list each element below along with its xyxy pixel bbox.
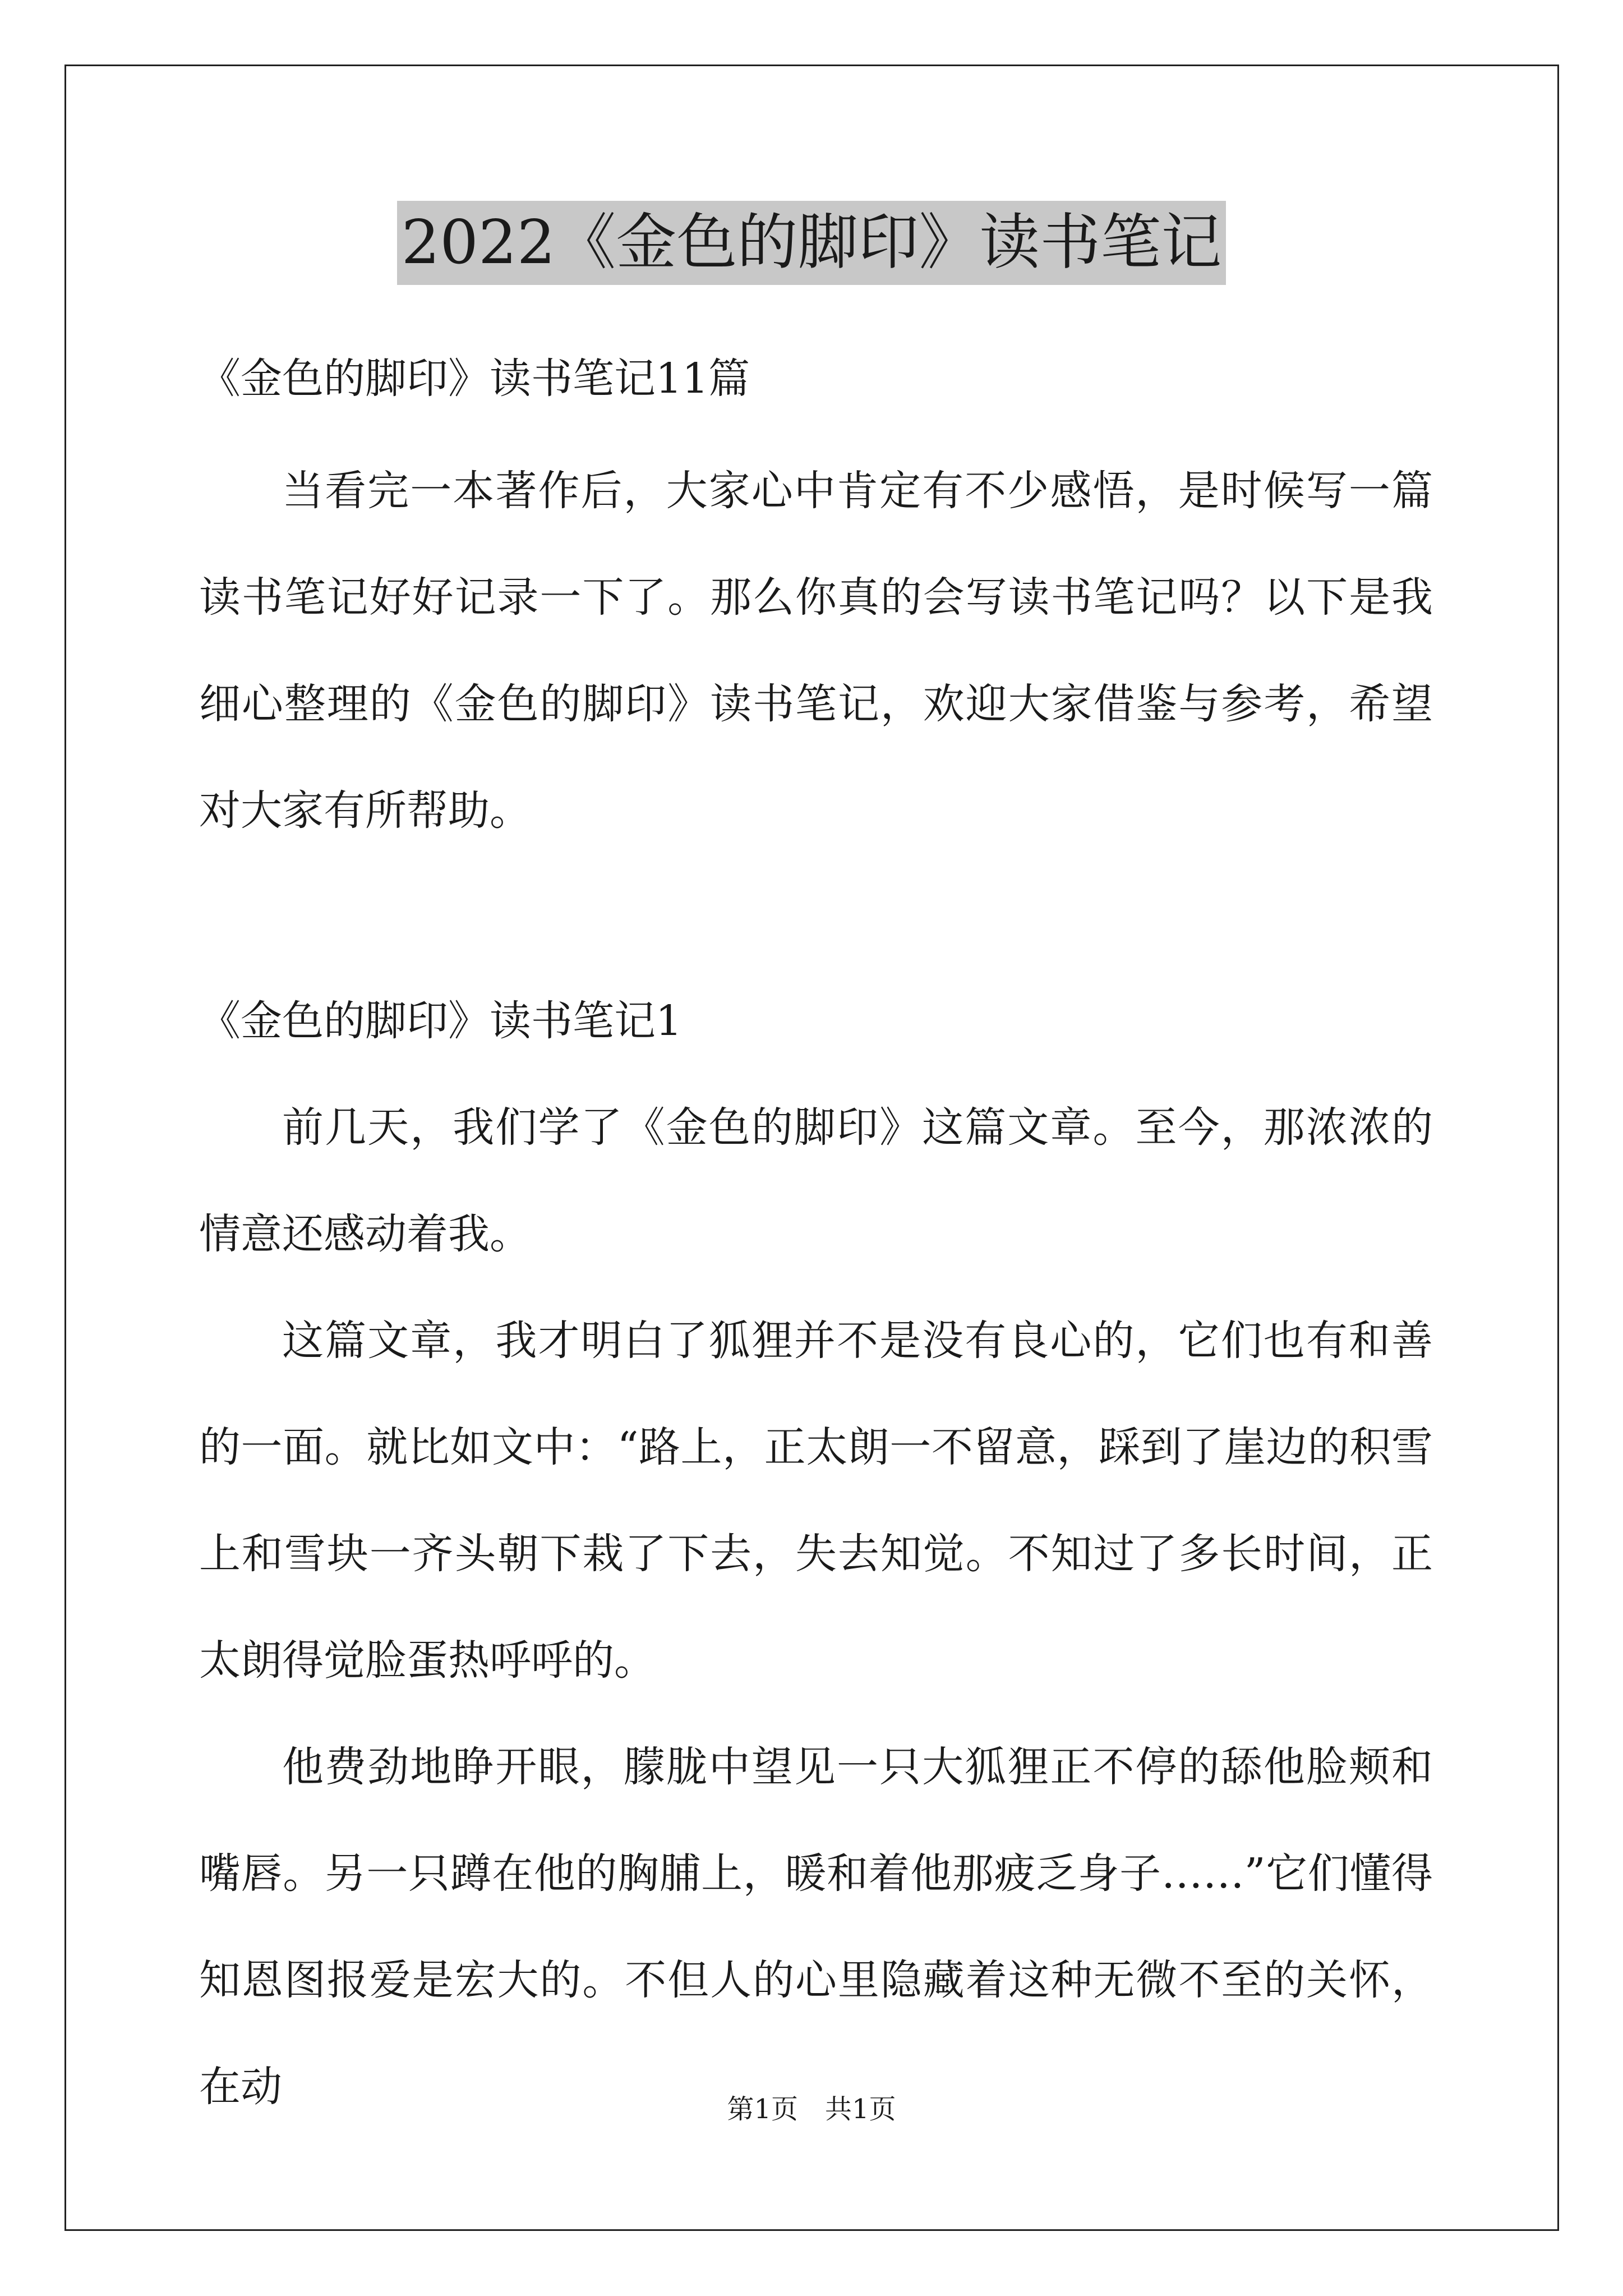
body-paragraph: 这篇文章，我才明白了狐狸并不是没有良心的，它们也有和善的一面。就比如文中：“路上，正太朗一不留意，踩到了崖边的积雪上和雪块一齐头朝下栽了下去，失去知觉。不知过了多长时间，正太朗得觉脸蛋热呼呼的。 <box>199 1317 1433 1685</box>
collection-heading: 《金色的脚印》读书笔记11篇 <box>199 355 750 403</box>
page-footer: 第1页 共1页 <box>727 2093 896 2125</box>
document-title <box>0 201 1623 285</box>
intro-paragraph: 当看完一本著作后，大家心中肯定有不少感悟，是时候写一篇读书笔记好好记录一下了。那么你真的会写读书笔记吗？以下是我细心整理的《金色的脚印》读书笔记，欢迎大家借鉴与参考，希望对大家有所帮助。 <box>199 467 1433 835</box>
body-paragraph: 他费劲地睁开眼，朦胧中望见一只大狐狸正不停的舔他脸颊和嘴唇。另一只蹲在他的胸脯上，暖和着他那疲乏身子……”它们懂得知恩图报爱是宏大的。不但人的心里隐藏着这种无微不至的关怀，在动 <box>199 1743 1433 2111</box>
document-title-text: 2022《金色的脚印》读书笔记 <box>397 201 1227 285</box>
body-paragraph: 前几天，我们学了《金色的脚印》这篇文章。至今，那浓浓的情意还感动着我。 <box>199 1103 1433 1258</box>
note-heading: 《金色的脚印》读书笔记1 <box>199 997 683 1045</box>
